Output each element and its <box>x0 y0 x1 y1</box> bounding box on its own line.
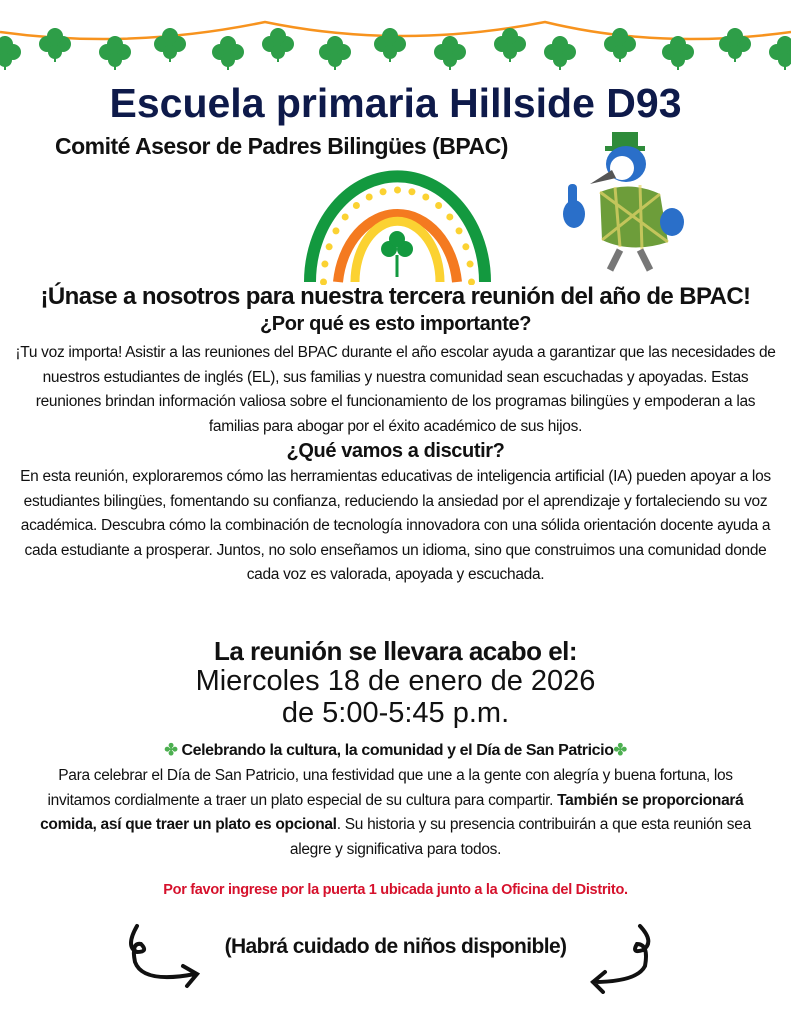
invite-heading: ¡Únase a nosotros para nuestra tercera reunión del año de BPAC! <box>40 283 751 310</box>
meeting-label: La reunión se llevara acabo el: <box>213 636 578 666</box>
page-title: Escuela primaria Hillside D93 <box>109 80 682 126</box>
shamrock-icon <box>544 36 576 70</box>
rainbow-dot <box>321 261 328 268</box>
rainbow-dot <box>353 202 360 209</box>
meeting-date: Miercoles 18 de enero de 2026 <box>195 665 596 697</box>
rainbow-dot <box>332 227 339 234</box>
blue-jay-mascot-image <box>560 122 700 277</box>
what-body: En esta reunión, exploraremos cómo las herramientas educativas de inteligencia artificial (IA) pueden apoyar a los estudiantes bilingües, fomentando su confianza, reduciendo la ansiedad por el aprendizaje y fortaleciendo su voz académica. Descubra cómo la combinación de tecnología innovadora con una sólida orientación docente ayuda a cada estudiante a prosperar. Juntos, no solo enseñamos un idioma, sino que construimos una comunidad donde cada voz es valorada, apoyada y escuchada. <box>20 468 771 583</box>
entrance-note: Por favor ingrese por la puerta 1 ubicada junto a la Oficina del Distrito. <box>163 882 628 898</box>
shamrock-icon <box>434 36 466 70</box>
childcare-note: (Habrá cuidado de niños disponible) <box>224 935 567 958</box>
page-subtitle: Comité Asesor de Padres Bilingües (BPAC) <box>55 133 508 159</box>
celebrate-heading-text: Celebrando la cultura, la comunidad y el Día de San Patricio <box>181 742 614 759</box>
meeting-time: de 5:00-5:45 p.m. <box>281 697 510 729</box>
shamrock-garland <box>0 0 791 90</box>
rainbow-dot <box>435 202 442 209</box>
rainbow-shamrock-image <box>300 160 495 285</box>
shamrock-icon <box>99 36 131 70</box>
rainbow-dot <box>446 213 453 220</box>
why-heading: ¿Por qué es esto importante? <box>259 313 532 335</box>
rainbow-dot <box>422 194 429 201</box>
shamrock-icon <box>769 36 791 70</box>
celebrate-text: Para celebrar el Día de San Patricio, una festividad que une a la gente con alegría y buena fortuna, los invitamos cordialmente a traer un plato especial de su cultura para compartir. <box>47 767 733 809</box>
why-body: ¡Tu voz importa! Asistir a las reuniones del BPAC durante el año escolar ayuda a garantizar que las necesidades de nuestros estudiantes de inglés (EL), sus familias y nuestra comunidad sean escuchadas y apoyadas. Estas reuniones brindan información valiosa sobre el funcionamiento de los programas bilingües y empoderan a las familias para abogar por el éxito académico de sus hijos. <box>15 344 776 435</box>
rainbow-dot <box>366 194 373 201</box>
rainbow-dot <box>467 261 474 268</box>
celebrate-body <box>0 764 791 862</box>
shamrock-icon <box>319 36 351 70</box>
shamrock-icon <box>662 36 694 70</box>
shamrock-icon <box>374 28 406 62</box>
shamrock-icon <box>262 28 294 62</box>
rainbow-dot <box>394 187 401 194</box>
rainbow-dot <box>456 227 463 234</box>
rainbow-dot <box>462 243 469 250</box>
rainbow-dot <box>408 188 415 195</box>
shamrock-icon: ✤ <box>164 742 178 759</box>
shamrock-icon <box>719 28 751 62</box>
rainbow-dot <box>380 188 387 195</box>
rainbow-dot <box>326 243 333 250</box>
shamrock-icon <box>494 28 526 62</box>
what-heading: ¿Qué vamos a discutir? <box>286 440 505 462</box>
celebrate-bold-text: También se proporcionará comida, así que traer un plato es opcional <box>40 791 744 833</box>
shamrock-icon <box>212 36 244 70</box>
rainbow-dot <box>342 213 349 220</box>
shamrock-icon: ✤ <box>613 742 627 759</box>
celebrate-text-end: . Su historia y su presencia contribuirán a que esta reunión sea alegre y significativa para todos. <box>289 816 751 858</box>
shamrock-icon <box>154 28 186 62</box>
shamrock-icon <box>0 36 21 70</box>
shamrock-icon <box>39 28 71 62</box>
celebrate-heading <box>0 740 791 760</box>
